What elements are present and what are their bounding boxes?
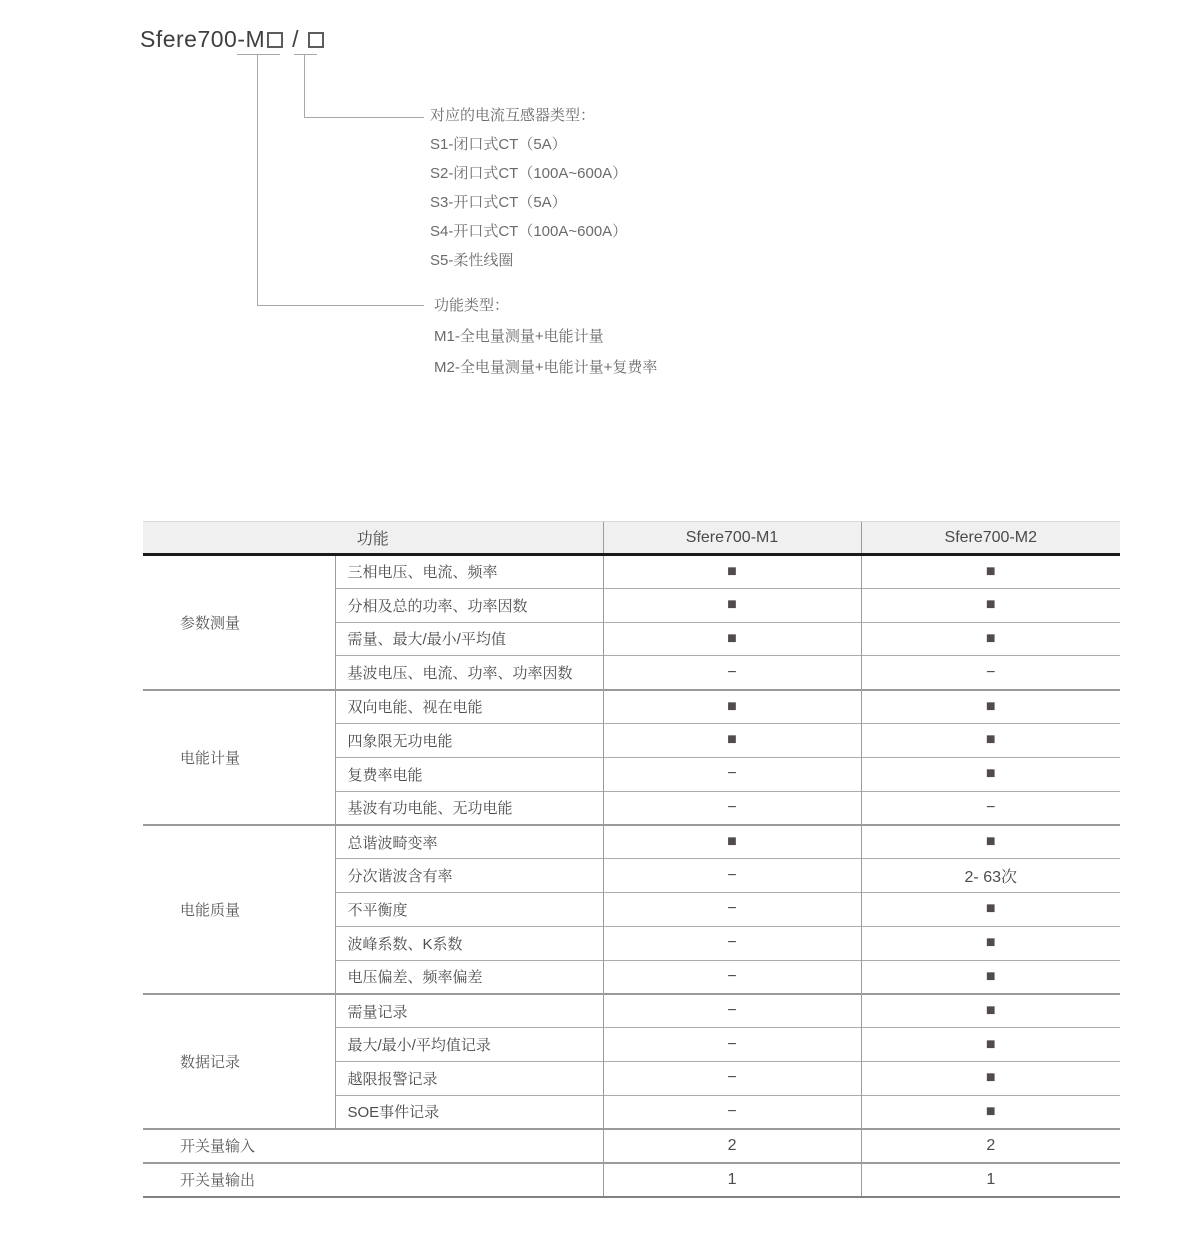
m2-value-cell: ■ xyxy=(861,690,1120,724)
function-type-item: M2-全电量测量+电能计量+复费率 xyxy=(434,359,658,376)
model-title-prefix: Sfere700-M xyxy=(140,26,266,52)
table-row xyxy=(143,1163,1120,1197)
m1-value-cell: − xyxy=(603,892,861,926)
m2-value-cell: ■ xyxy=(861,588,1120,622)
m1-value-cell: − xyxy=(603,1061,861,1095)
m2-value-cell: − xyxy=(861,656,1120,690)
table-row xyxy=(143,825,1120,859)
ct-type-heading: 对应的电流互感器类型： xyxy=(430,107,596,124)
m1-value-cell: ■ xyxy=(603,690,861,724)
m1-value-cell: ■ xyxy=(603,825,861,859)
table-row xyxy=(143,555,1120,589)
m2-value-cell: ■ xyxy=(861,723,1120,757)
group-cell-power-quality: 电能质量 xyxy=(143,825,335,994)
feature-cell: 需量记录 xyxy=(335,994,603,1028)
ct-type-item: S2-闭口式CT（100A~600A） xyxy=(430,165,628,182)
ct-connector-horizontal xyxy=(304,117,424,118)
function-connector-horizontal xyxy=(257,305,424,306)
m1-value-cell: − xyxy=(603,994,861,1028)
feature-cell: 分次谐波含有率 xyxy=(335,859,603,893)
header-sfere700-m2: Sfere700-M2 xyxy=(861,522,1120,555)
header-sfere700-m1: Sfere700-M1 xyxy=(603,522,861,555)
feature-cell: 复费率电能 xyxy=(335,757,603,791)
m2-value-cell: 1 xyxy=(861,1163,1120,1197)
model-title xyxy=(140,26,326,53)
header-function: 功能 xyxy=(143,522,603,555)
table-row xyxy=(143,994,1120,1028)
group-cell-energy-metering: 电能计量 xyxy=(143,690,335,825)
ct-type-item: S5-柔性线圈 xyxy=(430,252,514,269)
m1-value-cell: − xyxy=(603,757,861,791)
feature-comparison-table xyxy=(143,521,1120,1198)
ct-type-item: S3-开口式CT（5A） xyxy=(430,194,567,211)
m2-value-cell: ■ xyxy=(861,757,1120,791)
feature-cell: 波峰系数、K系数 xyxy=(335,926,603,960)
m1-value-cell: ■ xyxy=(603,555,861,589)
model-placeholder-box-ct xyxy=(308,32,324,48)
function-connector-vertical xyxy=(257,55,258,306)
m2-value-cell: 2- 63次 xyxy=(861,859,1120,893)
feature-cell: 不平衡度 xyxy=(335,892,603,926)
ct-type-legend xyxy=(430,101,627,275)
m1-value-cell: ■ xyxy=(603,622,861,656)
model-placeholder-box-function xyxy=(267,32,283,48)
m1-value-cell: − xyxy=(603,1095,861,1129)
feature-cell: 电压偏差、频率偏差 xyxy=(335,960,603,994)
m1-value-cell: ■ xyxy=(603,723,861,757)
function-box-underline xyxy=(237,54,280,55)
feature-cell: 双向电能、视在电能 xyxy=(335,690,603,724)
m2-value-cell: − xyxy=(861,791,1120,825)
table-header-row xyxy=(143,522,1120,555)
ct-box-underline xyxy=(294,54,317,55)
ct-connector-vertical xyxy=(304,55,305,118)
feature-cell: 三相电压、电流、频率 xyxy=(335,555,603,589)
ct-type-item: S4-开口式CT（100A~600A） xyxy=(430,223,628,240)
table-row xyxy=(143,690,1120,724)
m2-value-cell: ■ xyxy=(861,555,1120,589)
model-title-separator: / xyxy=(292,26,299,52)
m2-value-cell: ■ xyxy=(861,892,1120,926)
feature-cell: 基波电压、电流、功率、功率因数 xyxy=(335,656,603,690)
m1-value-cell: − xyxy=(603,859,861,893)
group-cell-data-recording: 数据记录 xyxy=(143,994,335,1129)
m2-value-cell: ■ xyxy=(861,1095,1120,1129)
feature-cell: 总谐波畸变率 xyxy=(335,825,603,859)
m1-value-cell: − xyxy=(603,960,861,994)
m1-value-cell: 1 xyxy=(603,1163,861,1197)
m1-value-cell: 2 xyxy=(603,1129,861,1163)
function-type-legend xyxy=(434,290,657,383)
m2-value-cell: ■ xyxy=(861,622,1120,656)
feature-cell: 最大/最小/平均值记录 xyxy=(335,1028,603,1062)
m1-value-cell: ■ xyxy=(603,588,861,622)
m2-value-cell: ■ xyxy=(861,926,1120,960)
m2-value-cell: ■ xyxy=(861,994,1120,1028)
digital-input-label: 开关量输入 xyxy=(143,1129,603,1163)
digital-output-label: 开关量输出 xyxy=(143,1163,603,1197)
feature-cell: SOE事件记录 xyxy=(335,1095,603,1129)
m2-value-cell: ■ xyxy=(861,1028,1120,1062)
m1-value-cell: − xyxy=(603,926,861,960)
m1-value-cell: − xyxy=(603,791,861,825)
m2-value-cell: ■ xyxy=(861,825,1120,859)
m1-value-cell: − xyxy=(603,1028,861,1062)
feature-cell: 四象限无功电能 xyxy=(335,723,603,757)
feature-cell: 分相及总的功率、功率因数 xyxy=(335,588,603,622)
m2-value-cell: ■ xyxy=(861,960,1120,994)
function-type-item: M1-全电量测量+电能计量 xyxy=(434,328,604,345)
m2-value-cell: ■ xyxy=(861,1061,1120,1095)
feature-cell: 基波有功电能、无功电能 xyxy=(335,791,603,825)
ct-type-item: S1-闭口式CT（5A） xyxy=(430,136,567,153)
m1-value-cell: − xyxy=(603,656,861,690)
table-row xyxy=(143,1129,1120,1163)
function-type-heading: 功能类型： xyxy=(434,297,510,314)
group-cell-parameter-measurement: 参数测量 xyxy=(143,555,335,690)
feature-cell: 需量、最大/最小/平均值 xyxy=(335,622,603,656)
feature-cell: 越限报警记录 xyxy=(335,1061,603,1095)
m2-value-cell: 2 xyxy=(861,1129,1120,1163)
